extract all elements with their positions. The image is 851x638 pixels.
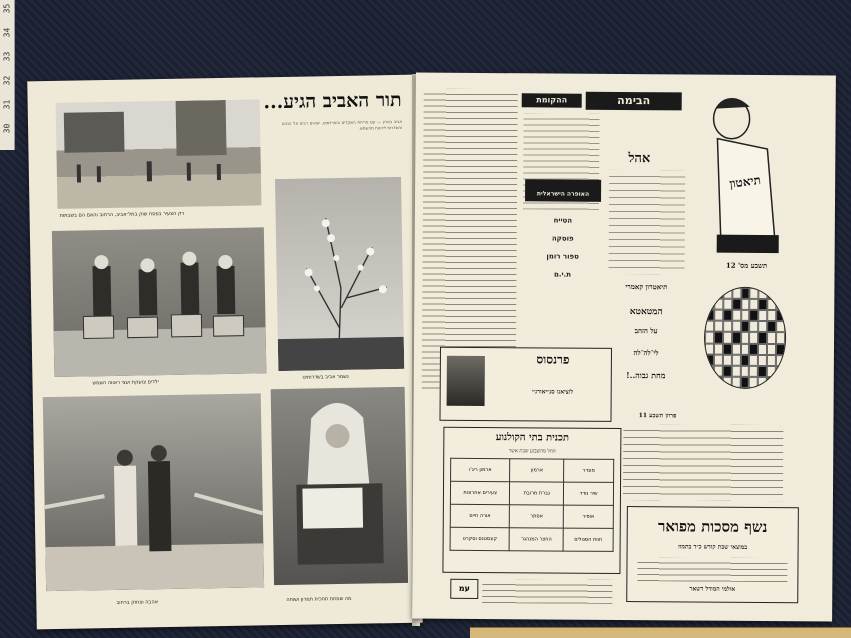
table-cell: אופיר	[563, 505, 613, 528]
program-table	[450, 458, 615, 552]
parnasus-line: לוציאנו סנ״יאורג׳י	[532, 388, 574, 396]
table-cell: אסתר	[510, 505, 564, 528]
footer-stamp: עמ	[450, 579, 478, 599]
table-cell: אורה חיים	[450, 504, 510, 527]
table-cell: חוות הסגולים	[563, 528, 613, 551]
ohel-title: אהל	[628, 151, 651, 167]
mateateh-title: המטאטא	[629, 307, 663, 318]
calendar-text	[623, 424, 784, 501]
ruler-mark: 32	[2, 75, 12, 86]
table-cell: ארמון ריג'ו	[451, 458, 511, 481]
ohel-text	[609, 170, 686, 275]
caption-2: ילדים צועקת ועצי ראווה השמש	[92, 379, 159, 387]
table-cell: גברת מרובת	[510, 482, 564, 505]
hakomet-banner: ההקומת	[522, 93, 582, 107]
left-page	[27, 75, 423, 630]
caption-5: מה שמחת תחכית תמרון ושוחה	[286, 595, 352, 603]
caption-4: אהבה וצחוק ברחוב	[116, 599, 159, 606]
table-cell: ארמון	[510, 459, 564, 482]
ruler-mark: 30	[2, 123, 12, 134]
right-page	[412, 73, 836, 622]
photo-strollers	[52, 227, 267, 377]
ball-text	[637, 557, 787, 582]
lalala-title: לי־לה־לה	[633, 348, 659, 358]
intro-text: אביב בארץ — עם פריחת השקדים והפרדסים, יוצאים רבים אל הגנים והשדרות ליהנות מהשמש.	[281, 118, 403, 131]
table-cell: קונסטנס וסקרט	[450, 527, 510, 550]
show-item: ספור רומן	[546, 252, 579, 261]
crossword-label: תשבע מס' 12	[725, 260, 768, 270]
ball-title: נשף מסכות מפואר	[658, 517, 768, 537]
show-item: ת.י.ם	[553, 270, 572, 279]
ball-advert	[626, 506, 799, 603]
table-row	[450, 527, 613, 551]
caption-1: רק הצעיר בפסח שוק בתל־אביב, הרחוב והאם הם בשבתות	[59, 210, 185, 219]
singer-portrait	[447, 356, 485, 406]
advert-brand: תיאטון	[728, 172, 762, 191]
ruler-mark: 31	[2, 99, 12, 110]
ruler-mark: 35	[2, 3, 12, 14]
page-headline: תור האביב הגיע...	[263, 88, 402, 114]
shows-list	[524, 211, 601, 284]
calendar-title: פרוזן תשבע 11	[638, 412, 677, 420]
opera-banner: האופרה הישראלית	[525, 179, 601, 202]
table-row	[450, 481, 613, 505]
ball-sub: במוצאי שבת קודש כ״ד בתמוז	[678, 543, 748, 551]
ruler-mark: 34	[2, 27, 12, 38]
ruler-mark: 33	[2, 51, 12, 62]
table-row	[451, 458, 614, 482]
caption-3: נשמר אביב בשדרותינו	[302, 373, 349, 381]
mahat-title: מחת גבוה..!	[626, 370, 666, 381]
cameri-title: תיאטרון קאמרי	[625, 282, 668, 292]
parnasus-title: פרנסוס	[536, 352, 570, 367]
table-cell: החצר המנהגר	[509, 528, 563, 551]
table-cell: צעירים אחרונות	[450, 481, 510, 504]
habima-banner: הבימה	[586, 92, 682, 111]
photo-blossom	[275, 177, 404, 371]
table-row	[450, 504, 613, 528]
photo-knitting-woman	[271, 387, 408, 585]
table-cell: מוגדר	[564, 459, 614, 482]
ruler-left	[0, 0, 15, 150]
parnasus-advert	[439, 347, 612, 422]
mateateh-sub: על הזהב	[634, 326, 658, 336]
ruler-bottom	[470, 627, 851, 638]
text-column-left	[422, 89, 518, 390]
photo-street-scene	[56, 99, 262, 209]
ball-footer: אולמי המודל דשאר	[689, 585, 736, 593]
crossword-grid[interactable]	[704, 287, 787, 390]
table-cell: שיר נודד	[564, 482, 614, 505]
cinema-program	[442, 427, 621, 574]
show-item: הטייח	[553, 216, 573, 225]
show-item: פוסקה	[551, 234, 574, 243]
program-title: תכנית בתי הקולנוע	[495, 432, 570, 444]
footer-text	[482, 579, 612, 604]
photo-couple	[43, 393, 264, 591]
program-sub: החל מהשבוע שבת אשר	[508, 448, 556, 455]
